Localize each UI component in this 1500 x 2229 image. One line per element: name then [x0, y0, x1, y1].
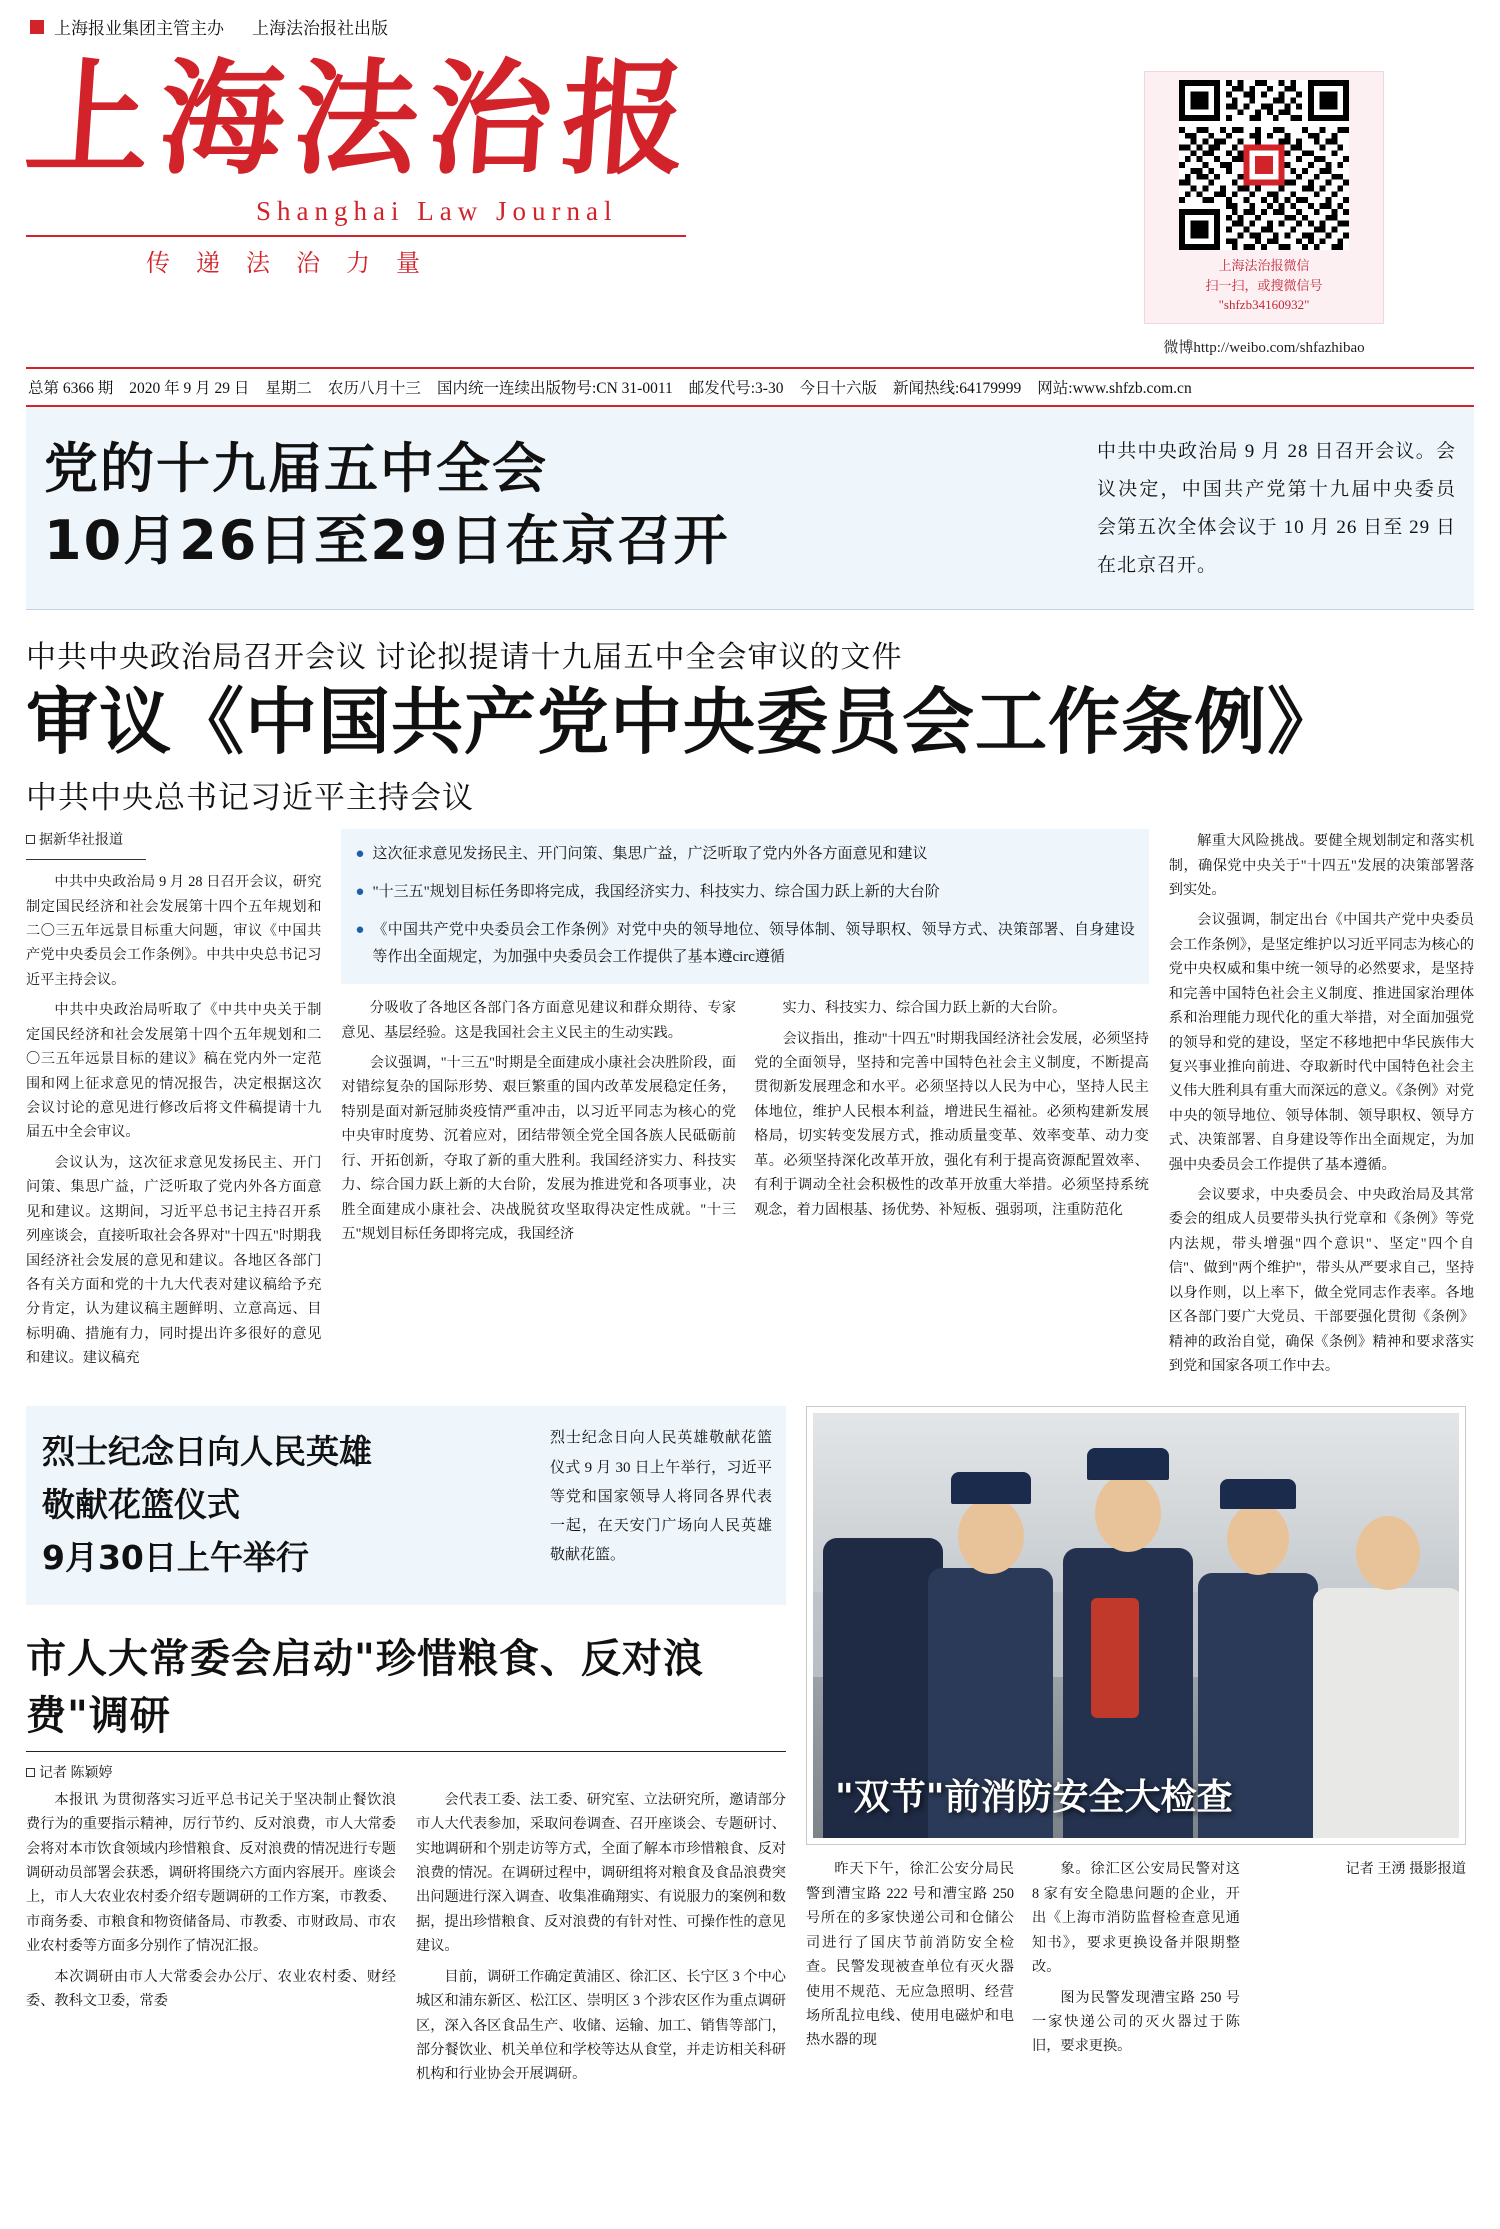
lead-c3-p3: 会议要求，中央委员会、中央政治局及其常委会的组成人员要带头执行党章和《条例》等党内法规，带头增强"四个意识"、坚定"四个自信"、做到"两个维护"，带头从严要求自己，坚持以身作则，以上率下，做全党同志作表率。各地区各部门要广大党员、干部要强化贯彻《条例》精神的政治自觉，确保《条例》精神和要求落实到党和国家各项工作中去。 — [1168, 1187, 1475, 1374]
issue-info-bar — [26, 367, 1474, 407]
lead-c1-p1: 中共中央政治局 9 月 28 日召开会议，研究制定国民经济和社会发展第十四个五年规划和二〇三五年远景目标重大问题，审议《中国共产党中央委员会工作条例》。中共中央总书记习近平主持会议。 — [26, 874, 322, 988]
martyr-title-line1: 烈士纪念日向人民英雄 — [42, 1432, 372, 1472]
lead-c2-left — [341, 996, 736, 1252]
photo-figure-cap-icon — [951, 1472, 1031, 1504]
lead-kicker: 中共中央政治局召开会议 讨论拟提请十九届五中全会审议的文件 — [26, 640, 903, 674]
qr-caption-line3: "shfzb34160932" — [1218, 297, 1310, 312]
martyr-title-line2: 敬献花篮仪式 — [42, 1485, 240, 1525]
lead-c3-p2: 会议强调，制定出台《中国共产党中央委员会工作条例》，是坚定维护以习近平同志为核心的党中央权威和集中统一领导的必然要求，是坚持和完善中国特色社会主义制度、推进国家治理体系和治理能力现代化的重大举措，对全面加强党的领导和党的建设，坚定不移地把中华民族伟大复兴事业推向前进、夺取新时代中国特色社会主义伟大胜利具有重大而深远的意义。《条例》对党中央的领导地位、领导体制、领导职权、领导方式、决策部署、自身建设等作出全面规定，为加强中央委员会工作提供了基本遵循。 — [1168, 912, 1475, 1173]
press-label: 上海法治报社出版 — [252, 19, 388, 38]
square-bullet-icon — [26, 1768, 35, 1777]
publisher-label: 上海报业集团主管主办 — [54, 19, 224, 38]
lead-c1-p2: 中共中央政治局听取了《中共中央关于制定国民经济和社会发展第十四个五年规划和二〇三五年远景目标的建议》稿在党内外一定范围和网上征求意见的情况报告，决定根据这次会议讨论的意见进行修改后将文件稿提请十九届五中全会审议。 — [26, 1002, 322, 1141]
top-headline-summary: 中共中央政治局 9 月 28 日召开会议。会议决定，中国共产党第十九届中央委员会第五次全体会议于 10 月 26 日至 29 日在北京召开。 — [1097, 440, 1456, 576]
top-headline-line1: 党的十九届五中全会 — [44, 436, 548, 500]
bullet-dot-icon: ● — [355, 846, 365, 863]
section2-byline: 记者 陈颖婷 — [26, 1762, 786, 1782]
photo-caption-col3 — [1258, 1857, 1466, 2064]
lower-right — [806, 1406, 1466, 2092]
issue-website: 网站:www.shfzb.com.cn — [1037, 379, 1192, 397]
martyr-box — [26, 1406, 786, 1604]
qr-code-icon — [1179, 80, 1349, 250]
key-point-text: 《中国共产党中央委员会工作条例》对党中央的领导地位、领导体制、领导职权、领导方式、决策部署、自身建设等作出全面规定，为加强中央委员会工作提供了基本遵circ遵循 — [372, 921, 1135, 966]
key-points-box — [341, 829, 1148, 984]
page-title: 上海法治报 — [20, 47, 702, 192]
masthead-divider — [26, 235, 686, 237]
photo-cap-p2: 象。徐汇区公安局民警对这 8 家有安全隐患问题的企业，开出《上海市消防监督检查意见通知书》，要求更换设备并限期整改。 — [1032, 1861, 1240, 1976]
photo-caption-columns — [806, 1857, 1466, 2064]
issue-postal-code: 邮发代号:3-30 — [688, 379, 784, 397]
lower-section — [26, 1406, 1474, 2092]
key-point-item — [355, 917, 1134, 973]
key-point-item — [355, 841, 1134, 869]
photo-figure-cap-icon — [1220, 1479, 1296, 1509]
photo-figure — [1313, 1588, 1459, 1838]
photo-caption-col2 — [1032, 1857, 1240, 2064]
photo-figure-head — [958, 1498, 1024, 1574]
masthead-title-en: Shanghai Law Journal — [256, 195, 618, 226]
lead-byline: 据新华社报道 — [26, 829, 321, 853]
section2-cl-p1: 本报讯 为贯彻落实习近平总书记关于坚决制止餐饮浪费行为的重要指示精神，厉行节约、反对浪费，市人大常委会将对本市饮食领域内珍惜粮食、反对浪费的情况进行专题调研动员部署会获悉，调研将围绕六方面内容展开。座谈会上，市人大农业农村委介绍专题调研的工作方案，市教委、市商务委、市粮食和物资储备局、市教委、市财政局、市农业农村委等方面多分别作了情况汇报。 — [26, 1791, 396, 1955]
key-point-item — [355, 879, 1134, 907]
section2-col-left — [26, 1788, 396, 2093]
section2-headline: 市人大常委会启动"珍惜粮食、反对浪费"调研 — [26, 1635, 704, 1739]
issue-weekday: 星期二 — [265, 379, 312, 397]
lead-column-1 — [26, 829, 321, 1384]
issue-date: 2020 年 9 月 29 日 — [129, 379, 250, 397]
photo-caption-overlay: "双节"前消防安全大检查 — [835, 1777, 1233, 1819]
masthead-slogan: 传递法治力量 — [146, 250, 446, 277]
photo-figure-head — [1095, 1474, 1161, 1552]
lower-left — [26, 1406, 786, 2092]
lead-c2r-p2: 会议指出，推动"十四五"时期我国经济社会发展，必须坚持党的全面领导，坚持和完善中国特色社会主义制度，不断提高贯彻新发展理念和水平。必须坚持以人民为中心，坚持人民主体地位，维护人民根本利益，增进民生福祉。必须构建新发展格局，切实转变发展方式，推动质量变革、效率变革、动力变革。必须坚持深化改革开放，强化有利于提高资源配置效率、有利于调动全社会积极性的改革开放重大举措。必须坚持系统观念，着力固根基、扬优势、补短板、强弱项，注重防范化 — [754, 1030, 1149, 1218]
lead-column-2 — [341, 829, 1148, 1384]
key-point-text: 这次征求意见发扬民主、开门问策、集思广益，广泛听取了党内外各方面意见和建议 — [372, 846, 928, 863]
masthead-left — [20, 45, 1026, 278]
issue-pages: 今日十六版 — [799, 379, 877, 397]
photo-cap-p1: 昨天下午，徐汇公安分局民警到漕宝路 222 号和漕宝路 250 号所在的多家快递公司和仓储公司进行了国庆节前消防安全检查。民警发现被查单位有灭火器使用不规范、无应急照明、经营场所乱拉电线、使用电磁炉和电热水器的现 — [806, 1861, 1014, 2049]
issue-number: 总第 6366 期 — [28, 379, 114, 397]
lead-title: 审议《中国共产党中央委员会工作条例》 — [26, 679, 1341, 764]
lead-article-columns — [26, 829, 1474, 1384]
qr-caption — [1153, 256, 1375, 315]
photo-figure-head — [1356, 1516, 1420, 1590]
section2-rule — [26, 1751, 786, 1752]
top-headline-line2: 10月26日至29日在京召开 — [44, 509, 730, 573]
top-publisher-line — [26, 0, 1474, 45]
byline-rule — [26, 859, 146, 860]
section2-cr-p1: 会代表工委、法工委、研究室、立法研究所，邀请部分市人大代表参加，采取问卷调查、召开座谈会、专题研讨、实地调研和个别走访等方式，全面了解本市珍惜粮食、反对浪费的情况。在调研过程中，调研组将对粮食及食品浪费突出问题进行深入调查、收集准确翔实、有说服力的案例和数据，提出珍惜粮食、反对浪费的有针对性、可操作性的意见建议。 — [416, 1791, 786, 1955]
masthead-right — [1054, 45, 1474, 357]
weibo-url: 微博http://weibo.com/shfazhibao — [1163, 339, 1365, 356]
qr-box — [1144, 71, 1384, 324]
qr-caption-line2: 扫一扫，或搜微信号 — [1205, 277, 1323, 293]
issue-cn-number: 国内统一连续出版物号:CN 31-0011 — [436, 379, 673, 397]
issue-hotline: 新闻热线:64179999 — [892, 379, 1022, 397]
photo-caption-col1 — [806, 1857, 1014, 2064]
top-headline-box — [26, 407, 1474, 610]
lead-c1-p3: 会议认为，这次征求意见发扬民主、开门问策、集思广益，广泛听取了党内外各方面意见和建议。这期间，习近平总书记主持召开系列座谈会，直接听取社会各界对"十四五"时期我国经济社会发展的意见和建议。各地区各部门各有关方面和党的十九大代表对建议稿给予充分肯定，认为建议稿主题鲜明、立意高远、目标明确、措施有力，同时提出许多很好的意见和建议。建议稿充 — [26, 1154, 322, 1367]
section2-col-right — [416, 1788, 786, 2093]
masthead — [20, 45, 1474, 357]
photo-cap-p3: 图为民警发现漕宝路 250 号一家快递公司的灭火器过于陈旧，要求更换。 — [1032, 1989, 1240, 2055]
lead-subtitle: 中共中央总书记习近平主持会议 — [26, 780, 474, 816]
lead-column-2-inner — [341, 996, 1148, 1252]
top-headline-text — [26, 407, 1079, 609]
lead-c2l-p2: 会议强调，"十三五"时期是全面建成小康社会决胜阶段，面对错综复杂的国际形势、艰巨繁重的国内改革发展稳定任务，特别是面对新冠肺炎疫情严重冲击，以习近平同志为核心的党中央审时度势、沉着应对，团结带领全党全国各族人民砥砺前行、开拓创新，夺取了新的重大胜利。我国经济实力、科技实力、综合国力跃上新的大台阶，发展为推进党和各项事业，决胜全面建成小康社会、决战脱贫攻坚取得决定性成就。"十三五"规划目标任务即将完成，我国经济 — [341, 1054, 737, 1242]
fire-extinguisher-icon — [1091, 1598, 1139, 1718]
martyr-title — [26, 1406, 536, 1604]
news-photo — [813, 1413, 1459, 1838]
lead-c2r-p1: 实力、科技实力、综合国力跃上新的大台阶。 — [782, 1000, 1067, 1017]
section2-columns — [26, 1788, 786, 2093]
red-square-icon — [30, 20, 44, 34]
lead-c3-p1: 解重大风险挑战。要健全规划制定和落实机制，确保党中央关于"十四五"发展的决策部署落到实处。 — [1168, 833, 1475, 898]
bullet-dot-icon: ● — [355, 883, 365, 900]
square-bullet-icon — [26, 835, 35, 844]
photo-frame — [806, 1406, 1466, 1845]
issue-lunar-date: 农历八月十三 — [327, 379, 421, 397]
lead-c2-right — [754, 996, 1149, 1252]
photo-figure-head — [1227, 1503, 1289, 1575]
photo-credit: 记者 王湧 摄影报道 — [1345, 1861, 1466, 1878]
photo-figure-cap-icon — [1087, 1448, 1169, 1480]
section2-cr-p2: 目前，调研工作确定黄浦区、徐汇区、长宁区 3 个中心城区和浦东新区、松江区、崇明区 3 个涉农区作为重点调研区，深入各区食品生产、收储、运输、加工、销售等部门，部分餐饮业、机关单位和学校等达从食堂，并走访相关科研机构和行业协会开展调研。 — [416, 1968, 786, 2083]
lead-c2l-p1: 分吸收了各地区各部门各方面意见建议和群众期待、专家意见、基层经验。这是我国社会主义民主的生动实践。 — [341, 1000, 737, 1041]
qr-caption-line1: 上海法治报微信 — [1218, 258, 1310, 273]
lead-column-3 — [1169, 829, 1474, 1384]
martyr-title-line3: 9月30日上午举行 — [42, 1538, 309, 1577]
martyr-summary: 烈士纪念日向人民英雄敬献花篮仪式 9 月 30 日上午举行，习近平等党和国家领导人将同各界代表一起，在天安门广场向人民英雄敬献花篮。 — [550, 1430, 772, 1564]
section2-cl-p2: 本次调研由市人大常委会办公厅、农业农村委、财经委、教科文卫委，常委 — [26, 1968, 396, 2010]
bullet-dot-icon: ● — [355, 921, 365, 938]
key-point-text: "十三五"规划目标任务即将完成，我国经济实力、科技实力、综合国力跃上新的大台阶 — [372, 883, 940, 900]
